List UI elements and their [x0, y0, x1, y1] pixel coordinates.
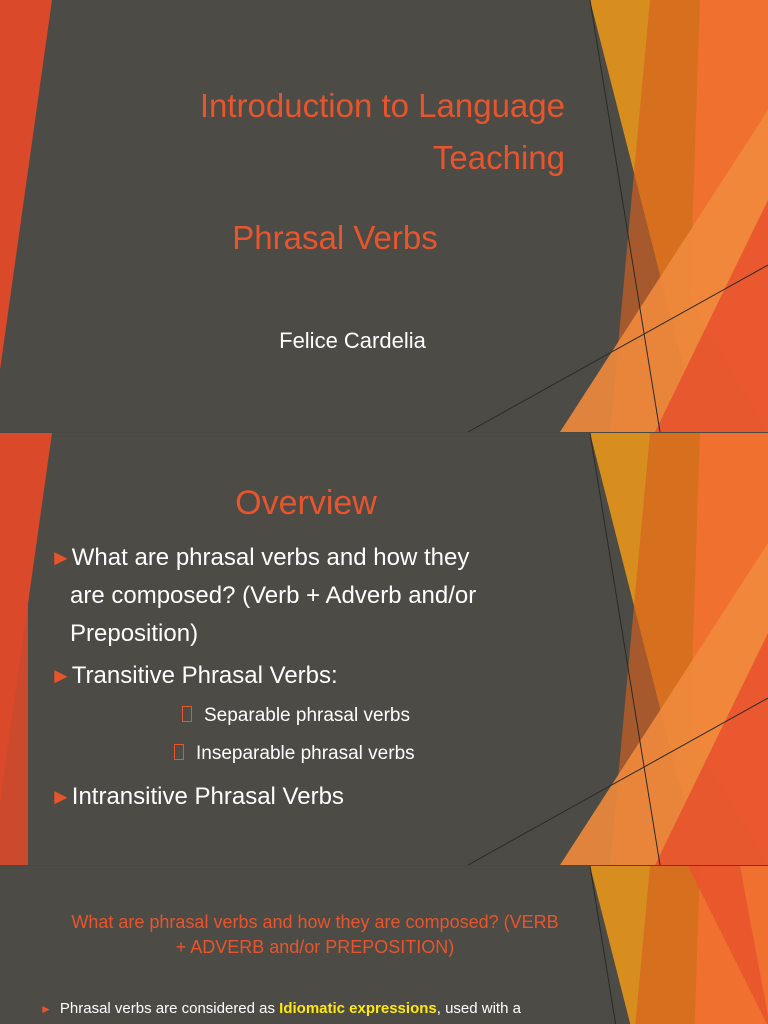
sub-bullet-separable: [182, 703, 410, 729]
bullet-composition: [50, 539, 570, 653]
triangle-bullet-icon: ►: [50, 784, 72, 809]
triangle-bullet-icon: ►: [40, 1002, 52, 1016]
bullet-text: are composed? (Verb + Adverb and/or: [70, 582, 477, 609]
bullet-text: What are phrasal verbs and how they: [71, 544, 470, 571]
bullet-text-pre: Phrasal verbs are considered as: [59, 1000, 280, 1017]
title-line-1: What are phrasal verbs and how they are composed? (VERB: [71, 912, 559, 932]
sub-bullet-inseparable: [174, 741, 415, 767]
bullet-transitive: [50, 657, 570, 695]
bullet-intransitive: [50, 778, 570, 816]
slide-title: [30, 910, 600, 960]
sub-bullet-text: Inseparable phrasal verbs: [196, 743, 415, 764]
overview-slide: [0, 433, 768, 865]
sub-bullet-text: Separable phrasal verbs: [204, 705, 410, 726]
title-line-2: + ADVERB and/or PREPOSITION): [175, 937, 455, 957]
square-bullet-icon: [182, 706, 192, 722]
bullet-text: Preposition): [70, 620, 199, 647]
title-line-1: Introduction to Language: [199, 87, 565, 124]
definition-slide: [0, 866, 768, 1024]
bullet-text: Intransitive Phrasal Verbs: [71, 783, 344, 810]
title-slide: [0, 0, 768, 432]
title-line-2: Teaching: [432, 139, 565, 176]
bullet-text-post: , used with a: [436, 1000, 521, 1017]
slide-title: Overview: [235, 484, 377, 522]
highlighted-term: Idiomatic expressions: [279, 1000, 437, 1017]
bullet-definition: [40, 998, 600, 1020]
subtitle: Phrasal Verbs: [232, 219, 438, 256]
square-bullet-icon: [174, 744, 184, 760]
triangle-bullet-icon: ►: [50, 545, 72, 570]
author-name: Felice Cardelia: [279, 328, 426, 353]
bullet-text: Transitive Phrasal Verbs:: [71, 662, 338, 689]
presentation-title: [45, 80, 565, 184]
triangle-bullet-icon: ►: [50, 663, 72, 688]
